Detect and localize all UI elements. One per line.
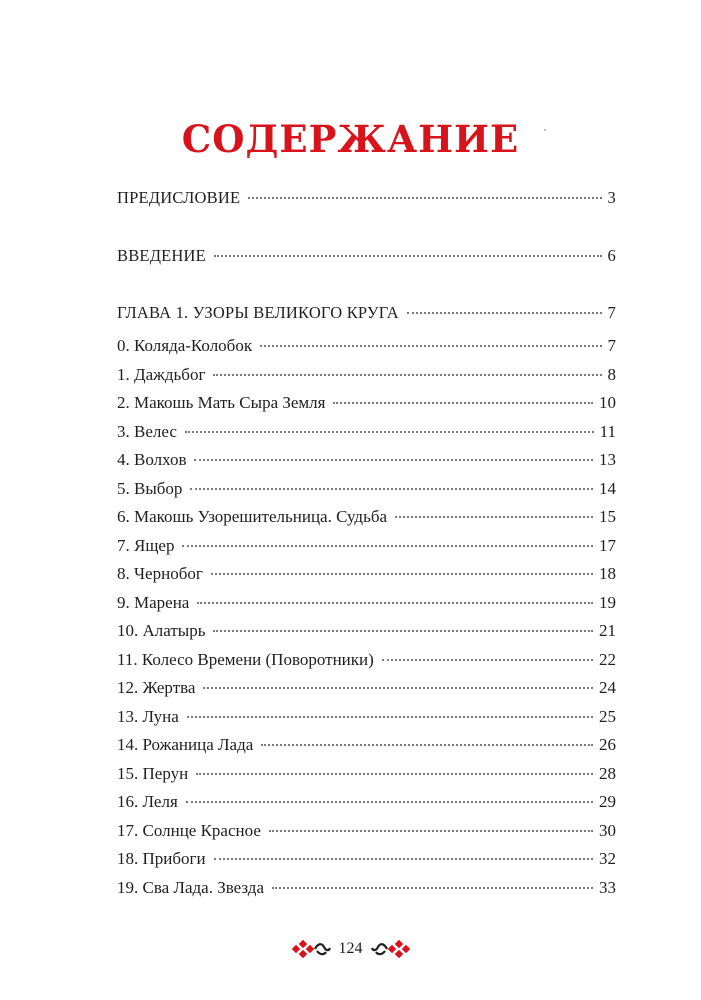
toc-entry-page: 18 xyxy=(599,564,616,583)
toc-dot-leader xyxy=(407,311,602,314)
toc-entry-title: ГЛАВА 1. УЗОРЫ ВЕЛИКОГО КРУГА xyxy=(117,303,399,322)
toc-entry-page: 8 xyxy=(607,364,616,384)
toc-dot-leader xyxy=(185,430,594,433)
toc-entry-page: 11 xyxy=(599,421,616,441)
toc-entry xyxy=(117,561,616,587)
toc-entry xyxy=(117,875,616,901)
folk-ornament-right-icon xyxy=(371,939,411,959)
toc-dot-leader xyxy=(272,886,593,889)
toc-entry-title: 12. Жертва xyxy=(117,678,196,697)
toc-dot-leader xyxy=(333,401,593,404)
toc-entry-page: 17 xyxy=(599,535,616,555)
toc-entry-page: 7 xyxy=(607,303,616,322)
toc-entry xyxy=(117,362,616,388)
toc-entry-title: 16. Леля xyxy=(117,792,178,811)
page-number: 124 xyxy=(338,940,363,957)
toc-dot-leader xyxy=(382,658,593,661)
toc-entry-page: 33 xyxy=(599,877,616,897)
toc-entry-page: 19 xyxy=(599,592,616,612)
toc-entry-page: 30 xyxy=(599,820,616,840)
toc-dot-leader xyxy=(211,572,593,575)
toc-entry-page: 21 xyxy=(599,621,616,640)
toc-entry-title: 19. Сва Лада. Звезда xyxy=(117,877,265,897)
toc-dot-leader xyxy=(214,857,593,860)
toc-entry-title: 6. Макошь Узорешительница. Судьба xyxy=(117,507,388,526)
toc-dot-leader xyxy=(197,601,593,604)
toc-entry xyxy=(117,504,616,530)
toc-entry xyxy=(117,789,616,815)
toc-dot-leader xyxy=(203,686,593,689)
toc-entry xyxy=(117,732,616,758)
toc-entry-title: 11. Колесо Времени (Поворотники) xyxy=(117,649,374,669)
toc-entry-title: 18. Прибоги xyxy=(117,849,206,868)
page-title: СОДЕРЖАНИЕ xyxy=(181,116,520,161)
toc-section-entry xyxy=(117,185,616,211)
toc-entry xyxy=(117,476,616,502)
toc-entry-page: 15 xyxy=(599,507,616,526)
toc-entry xyxy=(117,447,616,473)
toc-dot-leader xyxy=(248,196,601,199)
toc-entry-title: 0. Коляда-Колобок xyxy=(117,336,253,355)
toc-entry-page: 6 xyxy=(607,246,616,265)
toc-entry xyxy=(117,647,616,673)
toc-dot-leader xyxy=(269,829,593,832)
toc-entry-title: 5. Выбор xyxy=(117,478,183,498)
page-footer xyxy=(0,937,701,961)
toc-entry-title: 8. Чернобог xyxy=(117,564,203,583)
toc-entry-title: 4. Волхов xyxy=(117,450,187,469)
toc-entry-page: 28 xyxy=(599,763,616,783)
toc-entry-title: 15. Перун xyxy=(117,763,189,783)
toc-entry-page: 24 xyxy=(599,678,616,697)
toc-entry xyxy=(117,390,616,416)
toc-entry-title: 3. Велес xyxy=(117,421,177,441)
toc-entry-page: 3 xyxy=(607,188,616,207)
toc-entry-page: 7 xyxy=(607,336,616,355)
toc-section-entry xyxy=(117,300,616,326)
toc-entry xyxy=(117,675,616,701)
toc-entry-title: 2. Макошь Мать Сыра Земля xyxy=(117,393,326,412)
toc-entry-title: 13. Луна xyxy=(117,706,179,726)
toc-entry xyxy=(117,590,616,616)
toc-entry xyxy=(117,818,616,844)
toc-entry-title: 10. Алатырь xyxy=(117,621,206,640)
toc-dot-leader xyxy=(194,458,593,461)
toc-entry xyxy=(117,419,616,445)
toc-entry xyxy=(117,618,616,644)
toc-dot-leader xyxy=(261,743,593,746)
toc-entry-title: 1. Даждьбог xyxy=(117,364,206,384)
toc-dot-leader xyxy=(395,515,593,518)
toc-entry xyxy=(117,533,616,559)
toc-entry-page: 14 xyxy=(599,478,616,498)
toc-entry-page: 32 xyxy=(599,849,616,868)
toc-entry-title: 9. Марена xyxy=(117,592,190,612)
toc-dot-leader xyxy=(190,487,593,490)
toc-entry xyxy=(117,333,616,359)
toc-entry xyxy=(117,761,616,787)
toc-dot-leader xyxy=(214,254,602,257)
toc-section-entry xyxy=(117,243,616,269)
toc-dot-leader xyxy=(196,772,593,775)
toc-entry-page: 29 xyxy=(599,792,616,811)
toc-dot-leader xyxy=(260,344,601,347)
toc-entry-title: 17. Солнце Красное xyxy=(117,820,261,840)
toc-entry-title: 7. Ящер xyxy=(117,535,175,555)
toc-entry xyxy=(117,704,616,730)
toc-entry-page: 22 xyxy=(599,649,616,669)
toc-dot-leader xyxy=(213,373,601,376)
toc-entry-page: 13 xyxy=(599,450,616,469)
toc-entry xyxy=(117,846,616,872)
toc-dot-leader xyxy=(186,800,593,803)
toc-entry-title: ПРЕДИСЛОВИЕ xyxy=(117,188,241,207)
toc-dot-leader xyxy=(213,629,593,632)
toc-entry-title: 14. Рожаница Лада xyxy=(117,735,254,754)
folk-ornament-left-icon xyxy=(291,939,331,959)
toc-entry-page: 25 xyxy=(599,706,616,726)
toc-entry-page: 10 xyxy=(599,393,616,412)
toc-entry-title: ВВЕДЕНИЕ xyxy=(117,246,206,265)
toc-dot-leader xyxy=(182,544,593,547)
toc-entry-page: 26 xyxy=(599,735,616,754)
toc-dot-leader xyxy=(187,715,593,718)
